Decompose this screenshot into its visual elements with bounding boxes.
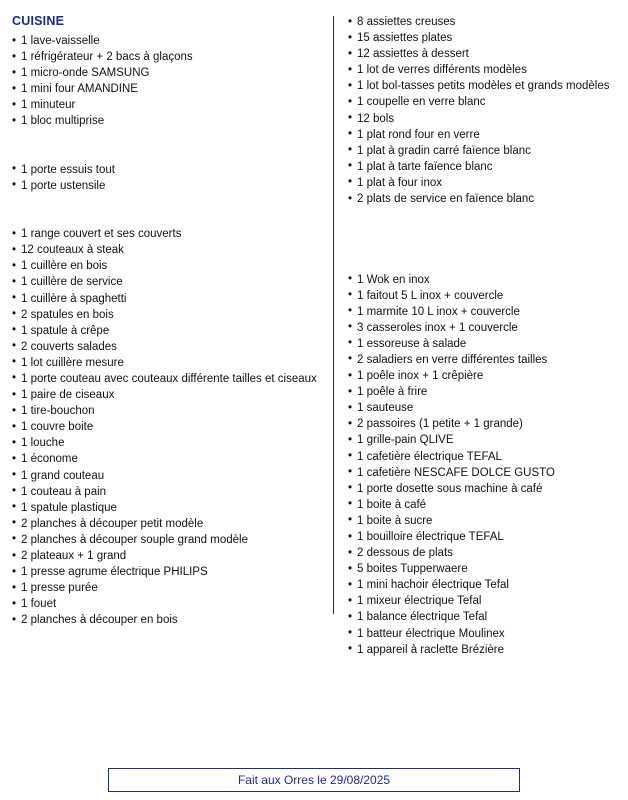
list-item: • 1 presse purée [12,580,327,596]
list-item: • 12 assiettes à dessert [348,46,618,62]
list-item: • 1 Wok en inox [348,272,618,288]
list-item: • 2 planches à découper petit modèle [12,516,327,532]
list-item: • 2 plateaux + 1 grand [12,548,327,564]
list-item: • 12 bols [348,111,618,127]
list-item: • 1 fouet [12,596,327,612]
list-item: • 1 appareil à raclette Brézière [348,642,618,658]
list-item: • 1 cafetière NESCAFE DOLCE GUSTO [348,465,618,481]
list-item: • 1 grand couteau [12,468,327,484]
list-item: • 1 lot bol-tasses petits modèles et grands modèles [348,78,618,94]
list-item: • 15 assiettes plates [348,30,618,46]
list-item: • 1 couteau à pain [12,484,327,500]
list-item: • 1 minuteur [12,97,327,113]
list-item: • 1 boite à café [348,497,618,513]
list-item: • 1 porte dosette sous machine à café [348,481,618,497]
right-column-bottom-list [348,207,618,658]
list-item: • 1 économe [12,451,327,467]
section-title-cuisine: CUISINE [12,14,65,28]
right-column-top-list [348,14,618,207]
list-item: • 1 lot de verres différents modèles [348,62,618,78]
list-item: • 2 passoires (1 petite + 1 grande) [348,416,618,432]
list-item: • 2 spatules en bois [12,307,327,323]
list-item: • 1 batteur électrique Moulinex [348,626,618,642]
list-item: • 1 bouilloire électrique TEFAL [348,529,618,545]
list-item: • 1 boite à sucre [348,513,618,529]
list-item: • 1 cuillère en bois [12,258,327,274]
list-item: • 1 porte couteau avec couteaux différente tailles et ciseaux [12,371,327,387]
list-item: • 1 tire-bouchon [12,403,327,419]
list-item: • 1 coupelle en verre blanc [348,94,618,110]
list-item: • 1 porte essuis tout [12,162,327,178]
list-item: • 1 marmite 10 L inox + couvercle [348,304,618,320]
footer-box [108,768,520,792]
list-spacer [348,223,618,239]
list-item: • 1 cuillère à spaghetti [12,291,327,307]
list-item: • 1 range couvert et ses couverts [12,226,327,242]
list-item: • 1 porte ustensile [12,178,327,194]
list-item: • 2 planches à découper souple grand modèle [12,532,327,548]
list-spacer [348,239,618,255]
list-spacer [12,194,327,210]
list-item: • 1 plat à four inox [348,175,618,191]
list-item: • 1 spatule à crêpe [12,323,327,339]
list-item: • 1 bloc multiprise [12,113,327,129]
list-item: • 8 assiettes creuses [348,14,618,30]
list-spacer [12,146,327,162]
list-item: • 1 poêle inox + 1 crêpière [348,368,618,384]
list-item: • 2 couverts salades [12,339,327,355]
list-item: • 1 sauteuse [348,400,618,416]
list-item: • 2 planches à découper en bois [12,612,327,628]
list-spacer [12,130,327,146]
list-item: • 3 casseroles inox + 1 couvercle [348,320,618,336]
list-item: • 2 saladiers en verre différentes tailles [348,352,618,368]
list-item: • 2 plats de service en faïence blanc [348,191,618,207]
list-item: • 1 faitout 5 L inox + couvercle [348,288,618,304]
left-column-list [12,33,327,628]
list-item: • 1 mini four AMANDINE [12,81,327,97]
list-item: • 1 réfrigérateur + 2 bacs à glaçons [12,49,327,65]
list-spacer [348,255,618,271]
list-item: • 1 plat rond four en verre [348,127,618,143]
list-item: • 1 poêle à frire [348,384,618,400]
list-item: • 1 presse agrume électrique PHILIPS [12,564,327,580]
list-spacer [12,210,327,226]
list-item: • 1 balance électrique Tefal [348,609,618,625]
list-item: • 1 lave-vaisselle [12,33,327,49]
list-item: • 1 paire de ciseaux [12,387,327,403]
list-item: • 1 mini hachoir électrique Tefal [348,577,618,593]
list-item: • 1 plat à gradin carré faïence blanc [348,143,618,159]
list-item: • 1 lot cuillère mesure [12,355,327,371]
footer-text: Fait aux Orres le 29/08/2025 [237,773,391,787]
list-item: • 1 plat à tarte faïence blanc [348,159,618,175]
left-column [10,14,333,628]
list-item: • 12 couteaux à steak [12,242,327,258]
list-item: • 1 essoreuse à salade [348,336,618,352]
list-item: • 1 mixeur électrique Tefal [348,593,618,609]
list-spacer [348,207,618,223]
list-item: • 1 cuillère de service [12,274,327,290]
list-item: • 1 louche [12,435,327,451]
list-item: • 5 boites Tupperwaere [348,561,618,577]
list-item: • 1 spatule plastique [12,500,327,516]
list-item: • 1 couvre boite [12,419,327,435]
columns-container [10,14,618,754]
list-item: • 1 grille-pain QLIVE [348,432,618,448]
list-item: • 1 cafetière électrique TEFAL [348,449,618,465]
right-column [334,14,618,658]
list-item: • 2 dessous de plats [348,545,618,561]
list-item: • 1 micro-onde SAMSUNG [12,65,327,81]
